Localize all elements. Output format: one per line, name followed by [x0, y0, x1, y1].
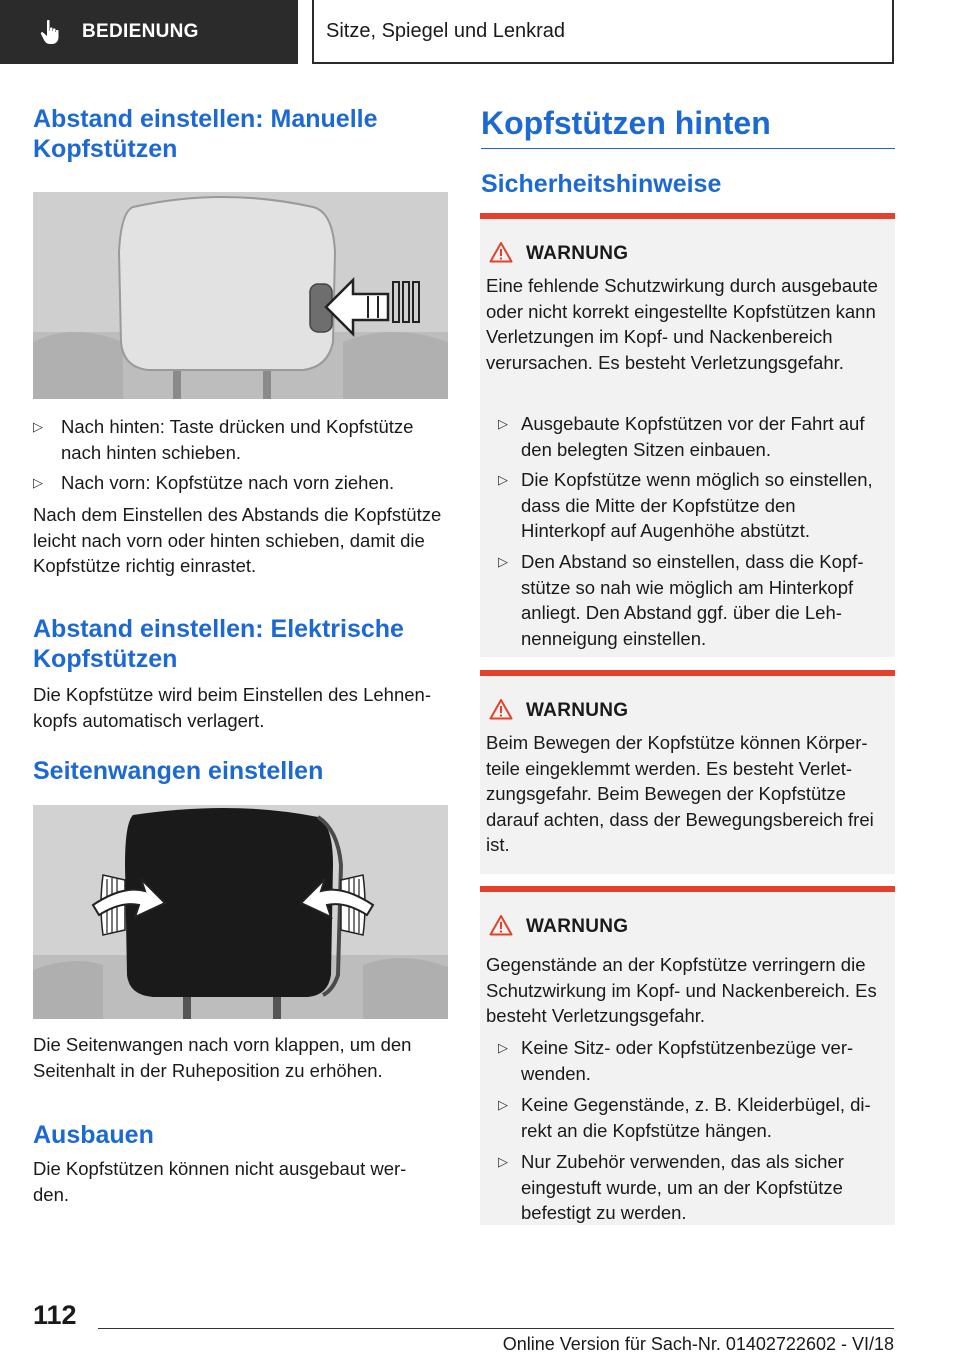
- warning-header: [480, 698, 895, 724]
- triangle-bullet-icon: ▷: [498, 554, 508, 569]
- triangle-bullet-icon: ▷: [33, 475, 43, 490]
- triangle-bullet-icon: ▷: [33, 419, 43, 434]
- heading-remove: Ausbauen: [33, 1121, 154, 1149]
- list-item: ▷ Nach hinten: Taste drücken und Kopfstütze nach hinten schieben.: [33, 416, 414, 463]
- list-item: ▷ Keine Sitz- oder Kopfstützenbezüge verwenden.: [498, 1037, 854, 1084]
- section-tab[interactable]: [0, 0, 298, 64]
- chapter-title: Sitze, Spiegel und Lenkrad: [312, 0, 894, 64]
- headrest-manual-image: [33, 192, 448, 399]
- warning-header: [480, 914, 895, 940]
- triangle-bullet-icon: ▷: [498, 416, 508, 431]
- warning-box: [480, 670, 895, 874]
- electric-paragraph: Die Kopfstütze wird beim Einstellen des Lehnenkopfs automatisch verlagert.: [33, 684, 431, 731]
- warning-text: Eine fehlende Schutzwirkung durch ausgebaute oder nicht korrekt eingestellte Kopfstützen kann Verletzungen im Kopf- und Nackenbereich verursachen. Es besteht Verletzungsgefahr.: [486, 275, 878, 373]
- footer-divider: [98, 1328, 894, 1329]
- page-title: Kopfstützen hinten: [481, 104, 895, 149]
- warning-box: [480, 886, 895, 1225]
- warning-label: WARNUNG: [526, 243, 629, 264]
- section-subtitle: Sicherheitshinweise: [481, 170, 722, 198]
- list-item: ▷ Die Kopfstütze wenn möglich so einstellen, dass die Mitte der Kopfstütze den Hinterkopf auf Augenhöhe abstützt.: [498, 469, 873, 541]
- warning-header: [480, 241, 895, 267]
- page-number: 112: [33, 1300, 77, 1330]
- manual-paragraph: Nach dem Einstellen des Abstands die Kopfstütze leicht nach vorn oder hinten schieben, damit die Kopfstütze richtig einrastet.: [33, 504, 442, 576]
- warning-text: Gegenstände an der Kopfstütze verringern die Schutzwirkung im Kopf- und Nackenbereich. Es besteht Verletzungsgefahr.: [486, 954, 877, 1026]
- triangle-bullet-icon: ▷: [498, 472, 508, 487]
- remove-paragraph: Die Kopfstützen können nicht ausgebaut werden.: [33, 1158, 407, 1205]
- list-item: ▷ Keine Gegenstände, z. B. Kleiderbügel, direkt an die Kopfstütze hängen.: [498, 1094, 871, 1141]
- side-wings-paragraph: Die Seitenwangen nach vorn klappen, um den Seitenhalt in der Ruheposition zu erhöhen.: [33, 1034, 412, 1081]
- triangle-bullet-icon: ▷: [498, 1097, 508, 1112]
- warning-text: Beim Bewegen der Kopfstütze können Körperteile eingeklemmt werden. Es besteht Verletzungsgefahr. Beim Bewegen der Kopfstütze darauf achten, dass der Bewegungsbereich frei ist.: [486, 732, 874, 855]
- warning-box: [480, 213, 895, 657]
- heading-electric-distance: Abstand einstellen: Elektrische Kopfstützen: [33, 615, 404, 673]
- warning-triangle-icon: [489, 914, 513, 936]
- hand-icon: [40, 19, 62, 45]
- list-item: ▷ Den Abstand so einstellen, dass die Kopfstütze so nah wie möglich am Hinterkopf anliegt. Den Abstand ggf. über die Lehnenneigung einstellen.: [498, 551, 864, 649]
- warning-label: WARNUNG: [526, 916, 629, 937]
- triangle-bullet-icon: ▷: [498, 1040, 508, 1055]
- heading-manual-distance: Abstand einstellen: Manuelle Kopfstützen: [33, 105, 378, 163]
- warning-triangle-icon: [489, 241, 513, 263]
- warning-label: WARNUNG: [526, 700, 629, 721]
- warning-triangle-icon: [489, 698, 513, 720]
- list-item: ▷ Nach vorn: Kopfstütze nach vorn ziehen.: [33, 470, 448, 496]
- section-label: BEDIENUNG: [82, 21, 199, 42]
- triangle-bullet-icon: ▷: [498, 1154, 508, 1169]
- list-item: ▷ Nur Zubehör verwenden, das als sicher eingestuft wurde, um an der Kopfstütze befestigt zu werden.: [498, 1151, 844, 1223]
- list-item: ▷ Ausgebaute Kopfstützen vor der Fahrt auf den belegten Sitzen einbauen.: [498, 413, 865, 460]
- headrest-side-wings-image: [33, 805, 448, 1019]
- footer-version: Online Version für Sach-Nr. 01402722602 - VI/18: [502, 1334, 894, 1354]
- heading-side-wings: Seitenwangen einstellen: [33, 757, 324, 785]
